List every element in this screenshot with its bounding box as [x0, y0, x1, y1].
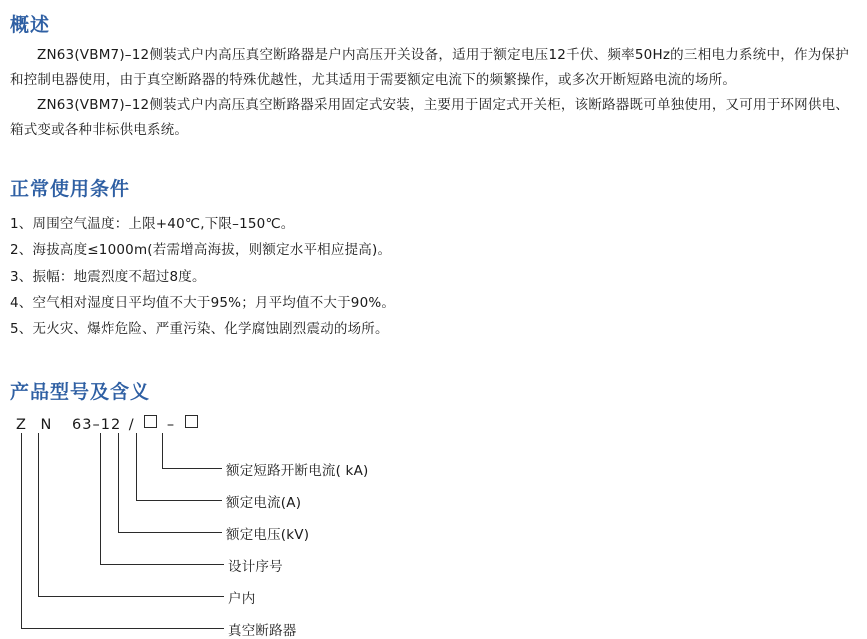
section-conditions	[10, 176, 849, 342]
code-part-z: Z	[16, 417, 27, 434]
leader-label-6: 真空断路器	[228, 623, 297, 639]
leader-vline-4	[100, 433, 101, 564]
leader-hline-3	[118, 532, 222, 533]
page-title-overview: 概述	[10, 14, 51, 36]
list-item: 4、空气相对湿度日平均值不大于95%；月平均值不大于90%。	[10, 295, 396, 311]
leader-vline-1	[162, 433, 163, 468]
code-part-slash: /	[128, 417, 135, 434]
overview-paragraph-2: ZN63(VBM7)–12侧装式户内高压真空断路器采用固定式安装，主要用于固定式开关柜，该断路器既可单独使用，又可用于环网供电、箱式变或各种非标供电系统。	[10, 96, 849, 138]
section-overview	[10, 12, 849, 142]
section-model	[10, 379, 849, 639]
model-code-diagram	[12, 415, 849, 639]
leader-hline-4	[100, 564, 224, 565]
model-code-string	[16, 415, 198, 433]
leader-vline-3	[118, 433, 119, 532]
leader-hline-6	[21, 628, 224, 629]
leader-hline-1	[162, 468, 222, 469]
leader-label-2: 额定电流(A)	[226, 495, 302, 512]
code-box-1	[144, 415, 157, 428]
leader-hline-5	[38, 596, 224, 597]
page-title-conditions: 正常使用条件	[10, 178, 131, 201]
list-item: 1、周围空气温度：上限+40℃,下限–150℃。	[10, 216, 295, 233]
page-title-model: 产品型号及含义	[10, 380, 151, 403]
code-part-dash: –	[166, 417, 176, 434]
code-box-2	[185, 415, 198, 428]
leader-vline-6	[21, 433, 22, 628]
overview-paragraph-1: ZN63(VBM7)–12侧装式户内高压真空断路器是户内高压开关设备，适用于额定电压12千伏、频率50Hz的三相电力系统中，作为保护和控制电器使用，由于真空断路器的特殊优越性，尤其适用于需要额定电流下的频繁操作，或多次开断短路电流的场所。	[10, 46, 849, 88]
leader-label-1: 额定短路开断电流( kA)	[226, 463, 369, 480]
list-item: 5、无火灾、爆炸危险、严重污染、化学腐蚀剧烈震动的场所。	[10, 321, 389, 338]
leader-label-5: 户内	[228, 591, 256, 608]
list-item: 2、海拔高度≤1000m(若需增高海拔，则额定水平相应提高)。	[10, 242, 392, 259]
leader-vline-5	[38, 433, 39, 596]
code-part-rating: 63–12	[72, 417, 122, 434]
leader-label-3: 额定电压(kV)	[226, 527, 310, 544]
list-item: 3、振幅：地震烈度不超过8度。	[10, 268, 206, 285]
leader-label-4: 设计序号	[228, 559, 283, 576]
code-part-n: N	[40, 417, 53, 434]
leader-vline-2	[136, 433, 137, 500]
leader-hline-2	[136, 500, 222, 501]
